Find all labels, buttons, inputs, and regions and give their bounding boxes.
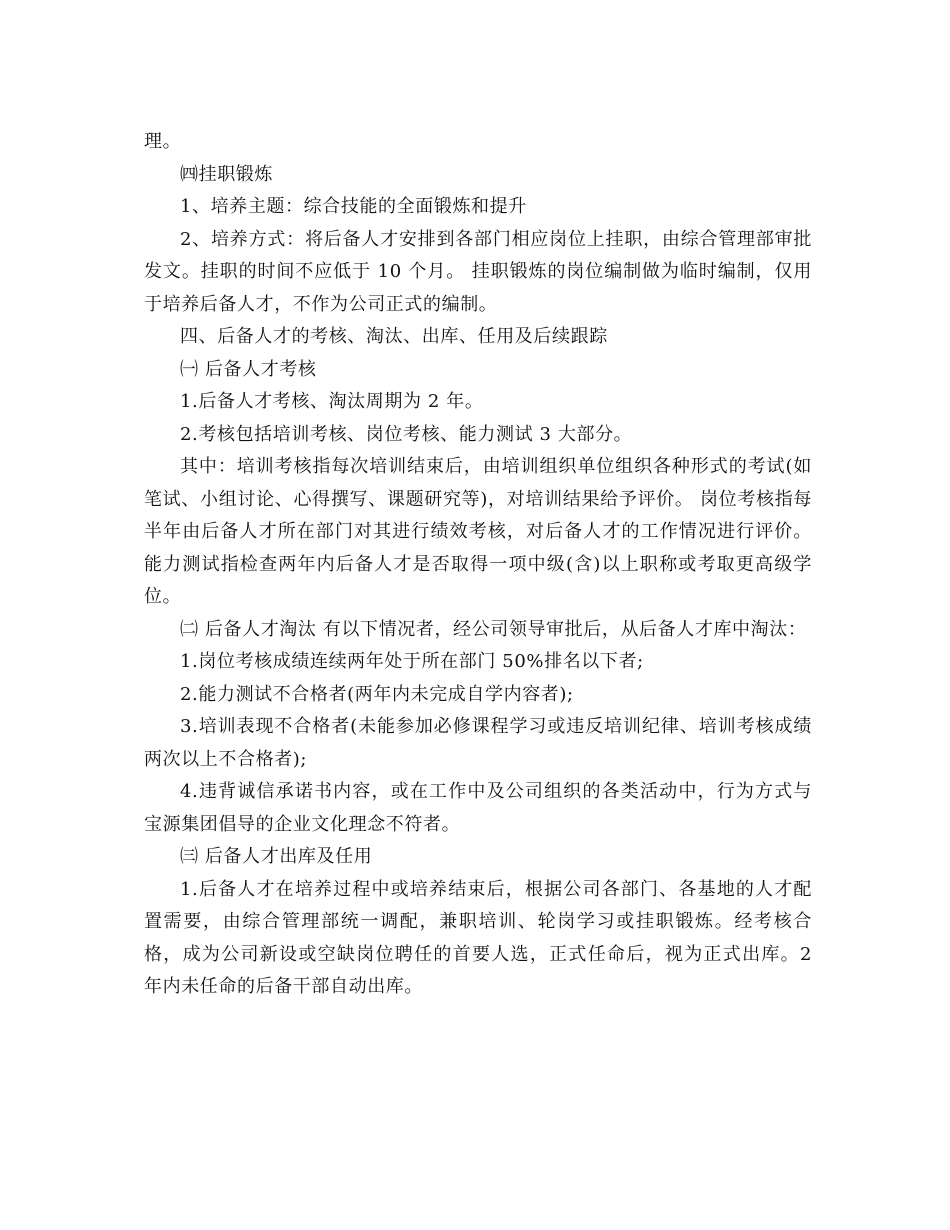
section-heading-secondment: ㈣挂职锻炼 xyxy=(180,163,273,185)
subsection-heading-release-appointment: ㈢ 后备人才出库及任用 xyxy=(180,846,373,867)
paragraph-assessment-parts: 2.考核包括培训考核、岗位考核、能力测试 3 大部分。 xyxy=(180,423,633,445)
subsection-heading-elimination: ㈡ 后备人才淘汰 有以下情况者，经公司领导审批后，从后备人才库中淘汰： xyxy=(180,618,807,640)
paragraph-elimination-rule-4: 4.违背诚信承诺书内容，或在工作中及公司组织的各类活动中，行为方式与宝源集团倡导的企业文化理念不符者。 xyxy=(144,781,812,835)
paragraph-assessment-details: 其中：培训考核指每次培训结束后，由培训组织单位组织各种形式的考试(如笔试、小组讨论、心得撰写、课题研究等)，对培训结果给予评价。 岗位考核指每半年由后备人才所在部门对其进行绩效考核，对后备人才的工作情况进行评价。 能力测试指检查两年内后备人才是否取得一项中级(含)以上职称或考取更高级学位。 xyxy=(144,456,812,607)
paragraph-training-method: 2、培养方式：将后备人才安排到各部门相应岗位上挂职，由综合管理部审批发文。挂职的时间不应低于 10 个月。 挂职锻炼的岗位编制做为临时编制，仅用于培养后备人才，不作为公司正式的编制。 xyxy=(144,228,812,315)
paragraph-continuation: 理。 xyxy=(144,131,182,152)
paragraph-elimination-rule-1: 1.岗位考核成绩连续两年处于所在部门 50%排名以下者; xyxy=(180,651,644,672)
document-body xyxy=(144,126,812,1004)
paragraph-elimination-rule-3: 3.培训表现不合格者(未能参加必修课程学习或违反培训纪律、培训考核成绩两次以上不合格者); xyxy=(144,716,812,770)
paragraph-assessment-cycle: 1.后备人才考核、淘汰周期为 2 年。 xyxy=(180,391,484,412)
paragraph-release-rule-1: 1.后备人才在培养过程中或培养结束后，根据公司各部门、各基地的人才配置需要，由综合管理部统一调配，兼职培训、轮岗学习或挂职锻炼。经考核合格，成为公司新设或空缺岗位聘任的首要人选，正式任命后，视为正式出库。2 年内未任命的后备干部自动出库。 xyxy=(144,878,812,997)
section-heading-assessment-overview: 四、后备人才的考核、淘汰、出库、任用及后续跟踪 xyxy=(180,326,608,347)
subsection-heading-assessment: ㈠ 后备人才考核 xyxy=(180,358,317,380)
paragraph-elimination-rule-2: 2.能力测试不合格者(两年内未完成自学内容者); xyxy=(180,683,574,705)
paragraph-training-theme: 1、培养主题：综合技能的全面锻炼和提升 xyxy=(180,196,527,217)
